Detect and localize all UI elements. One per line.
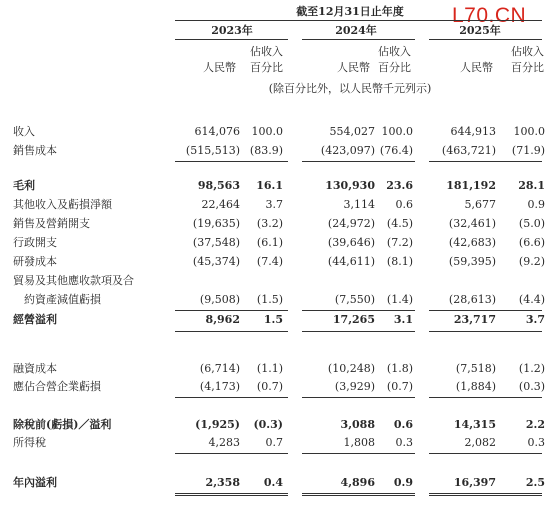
table-row: 毛利 98,563 16.1 130,930 23.6 181,192 28.1	[13, 179, 545, 192]
table-row: 年內溢利 2,358 0.4 4,896 0.9 16,397 2.5	[13, 476, 545, 489]
table-row: 應佔合營企業虧損 (4,173) (0.7) (3,929) (0.7) (1,884) (0.3)	[13, 380, 545, 393]
table-row: 約資產減值虧損 (9,508) (1.5) (7,550) (1.4) (28,613) (4.4)	[24, 293, 545, 306]
subtotal-rule	[302, 453, 415, 454]
subtotal-rule	[429, 161, 542, 162]
pct-header-2023: 佔收入 百分比	[250, 45, 283, 74]
subtotal-rule	[302, 397, 415, 398]
table-row: 銷售及營銷開支 (19,635) (3.2) (24,972) (4.5) (32,461) (5.0)	[13, 217, 545, 230]
pct-header-2024: 佔收入 百分比	[378, 45, 411, 74]
table-row: 收入 614,076 100.0 554,027 100.0 644,913 100.0	[13, 125, 545, 138]
subtotal-rule	[175, 453, 288, 454]
rmb-header-2024: 人民幣	[337, 61, 370, 74]
subtotal-rule	[302, 161, 415, 162]
year-rule-2024	[302, 39, 415, 40]
year-2023: 2023年	[211, 24, 253, 37]
rmb-header-2023: 人民幣	[203, 61, 236, 74]
year-2025: 2025年	[459, 24, 501, 37]
pct-header-2025: 佔收入 百分比	[511, 45, 544, 74]
year-2024: 2024年	[335, 24, 377, 37]
rmb-header-2025: 人民幣	[460, 61, 493, 74]
subtotal-rule	[175, 331, 288, 332]
period-rule	[175, 20, 542, 21]
table-row: 其他收入及虧損淨額 22,464 3.7 3,114 0.6 5,677 0.9	[13, 198, 545, 211]
table-row: 銷售成本 (515,513) (83.9) (423,097) (76.4) (463,721) (71.9)	[13, 144, 545, 157]
table-row: 所得稅 4,283 0.7 1,808 0.3 2,082 0.3	[13, 436, 545, 449]
year-rule-2025	[429, 39, 542, 40]
subtotal-rule	[175, 161, 288, 162]
table-row: 研發成本 (45,374) (7.4) (44,611) (8.1) (59,395) (9.2)	[13, 255, 545, 268]
table-row: 融資成本 (6,714) (1.1) (10,248) (1.8) (7,518) (1.2)	[13, 362, 545, 375]
table-row: 除稅前(虧損)／溢利 (1,925) (0.3) 3,088 0.6 14,315 2.2	[13, 418, 545, 431]
subtotal-rule	[429, 397, 542, 398]
table-row: 貿易及其他應收款項及合	[13, 274, 134, 287]
subtotal-rule	[429, 331, 542, 332]
subtotal-rule	[429, 453, 542, 454]
unit-note: (除百分比外，以人民幣千元列示)	[268, 82, 432, 95]
subtotal-rule	[175, 397, 288, 398]
table-row: 行政開支 (37,548) (6.1) (39,646) (7.2) (42,683) (6.6)	[13, 236, 545, 249]
watermark: L70.CN	[452, 4, 527, 27]
table-row: 經營溢利 8,962 1.5 17,265 3.1 23,717 3.7	[13, 313, 545, 326]
total-double-rule	[302, 493, 415, 496]
period-heading: 截至12月31日止年度	[296, 5, 404, 18]
total-double-rule	[175, 493, 288, 496]
year-rule-2023	[175, 39, 288, 40]
subtotal-rule	[302, 331, 415, 332]
total-double-rule	[429, 493, 542, 496]
